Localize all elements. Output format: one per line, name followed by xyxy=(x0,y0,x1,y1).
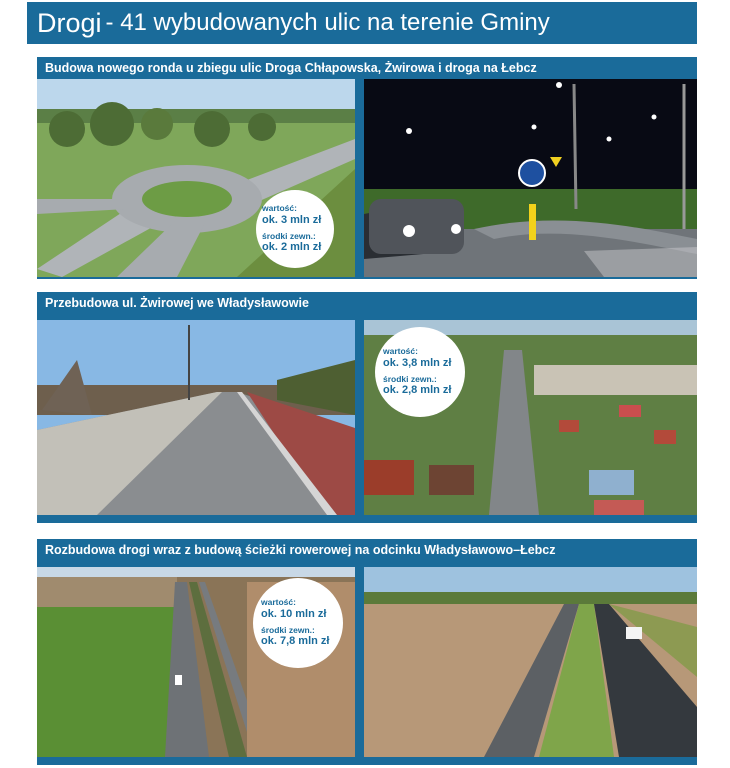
zwirowa-street-photo xyxy=(37,320,355,515)
value-label: wartość: xyxy=(261,597,296,608)
value-label: wartość: xyxy=(383,346,418,357)
cycle-path-road-photo xyxy=(364,567,697,757)
funds-amount: ok. 7,8 mln zł xyxy=(261,635,330,648)
value-label: wartość: xyxy=(262,203,297,214)
cycle-path-cost-badge xyxy=(253,578,343,668)
title-prefix: Drogi xyxy=(37,7,102,38)
roundabout-night-photo xyxy=(364,79,697,277)
value-amount: ok. 10 mln zł xyxy=(261,607,327,620)
section-heading: Przebudowa ul. Żwirowej we Władysławowie xyxy=(45,296,309,310)
funds-amount: ok. 2 mln zł xyxy=(262,241,322,254)
page-title xyxy=(27,2,697,44)
section-heading: Budowa nowego ronda u zbiegu ulic Droga Chłapowska, Żwirowa i droga na Łebcz xyxy=(45,61,537,75)
section-heading: Rozbudowa drogi wraz z budową ścieżki rowerowej na odcinku Władysławowo–Łebcz xyxy=(45,543,556,557)
value-amount: ok. 3 mln zł xyxy=(262,213,322,226)
zwirowa-cost-badge xyxy=(375,327,465,417)
funds-label: środki zewn.: xyxy=(383,373,437,384)
funds-label: środki zewn.: xyxy=(261,624,315,635)
title-text: - 41 wybudowanych ulic na terenie Gminy xyxy=(105,9,550,36)
value-amount: ok. 3,8 mln zł xyxy=(383,356,452,369)
funds-label: środki zewn.: xyxy=(262,230,316,241)
funds-amount: ok. 2,8 mln zł xyxy=(383,384,452,397)
roundabout-cost-badge xyxy=(256,190,334,268)
